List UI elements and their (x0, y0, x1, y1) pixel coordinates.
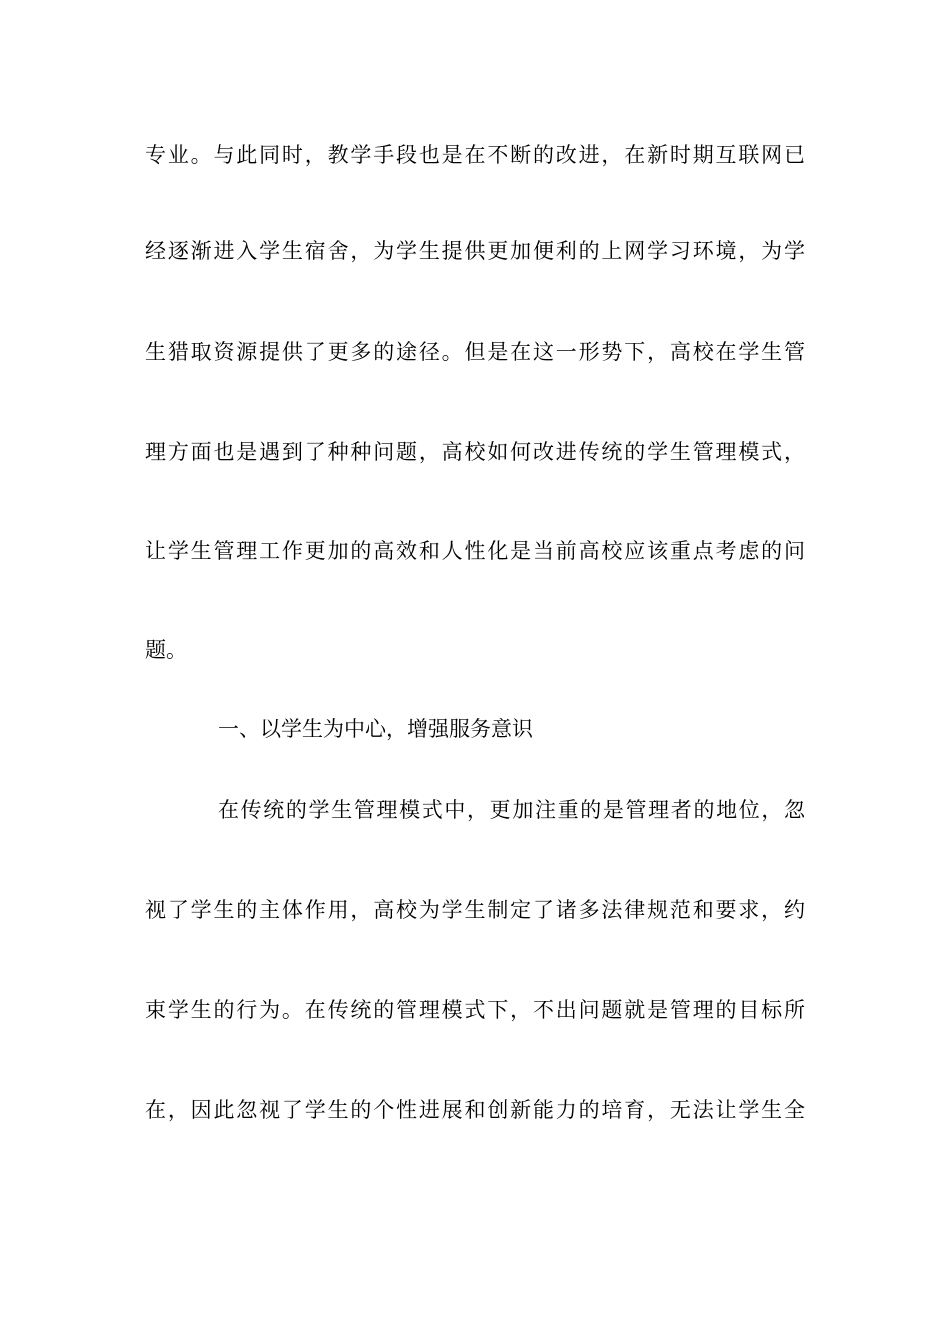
paragraph-line: 视了学生的主体作用，高校为学生制定了诸多法律规范和要求，约 (145, 898, 805, 922)
section-heading: 一、以学生为中心，增强服务意识 (218, 717, 533, 741)
paragraph-line: 专业。与此同时，教学手段也是在不断的改进，在新时期互联网已 (145, 143, 805, 167)
paragraph-line: 生猎取资源提供了更多的途径。但是在这一形势下，高校在学生管 (145, 340, 805, 364)
paragraph-line: 在传统的学生管理模式中，更加注重的是管理者的地位，忽 (218, 798, 805, 822)
paragraph-line: 题。 (145, 638, 187, 662)
paragraph-line: 理方面也是遇到了种种问题，高校如何改进传统的学生管理模式， (145, 440, 805, 464)
paragraph-line: 束学生的行为。在传统的管理模式下，不出问题就是管理的目标所 (145, 998, 805, 1022)
paragraph-line: 经逐渐进入学生宿舍，为学生提供更加便利的上网学习环境，为学 (145, 239, 805, 263)
paragraph-line: 让学生管理工作更加的高效和人性化是当前高校应该重点考虑的问 (145, 539, 805, 563)
paragraph-line: 在，因此忽视了学生的个性进展和创新能力的培育，无法让学生全 (145, 1098, 805, 1122)
